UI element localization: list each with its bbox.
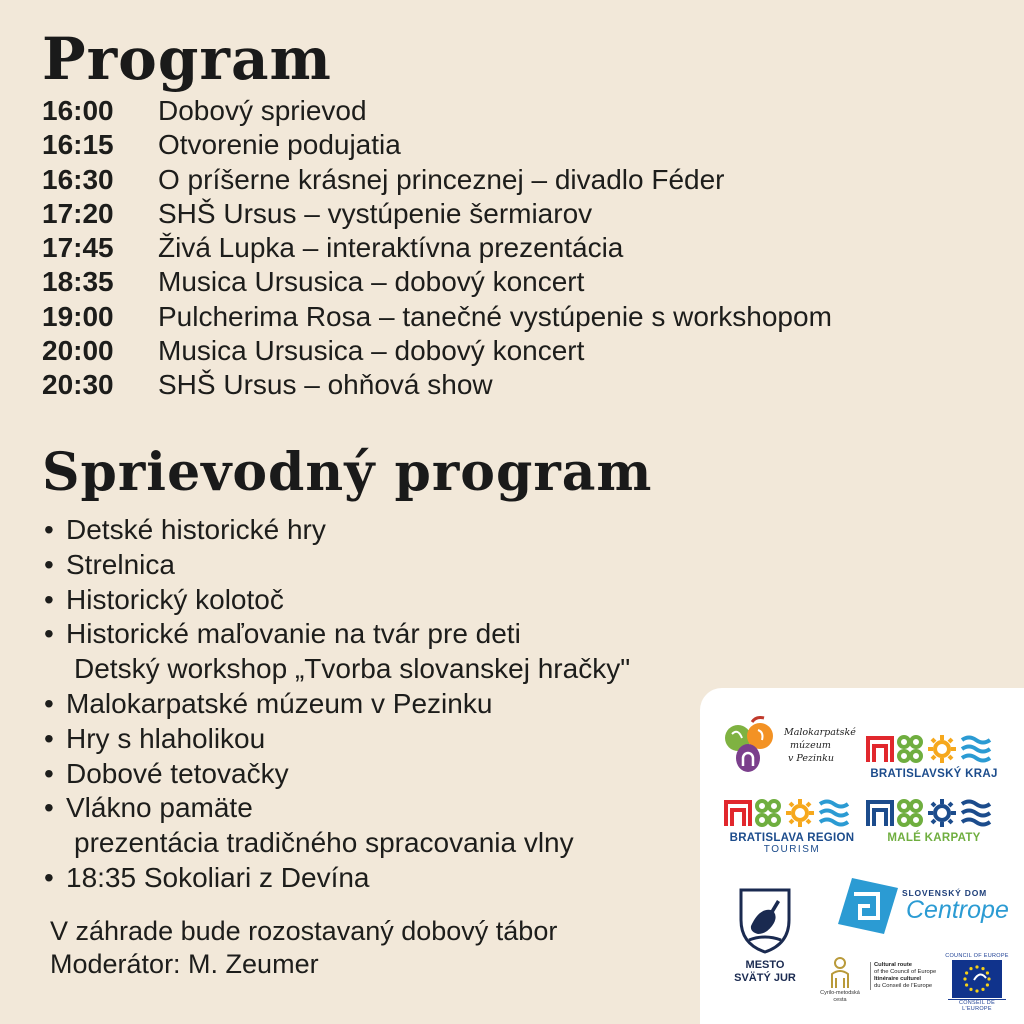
schedule-row (42, 94, 942, 128)
schedule-event: Musica Ursusica – dobový koncert (158, 266, 585, 298)
schedule-time: 20:30 (42, 369, 114, 401)
side-program-heading: Sprievodný program (42, 442, 653, 503)
schedule-time: 20:00 (42, 335, 114, 367)
list-item-text: Detské historické hry (66, 514, 326, 545)
centrope-logo (832, 876, 1012, 936)
bullet: • (44, 687, 54, 719)
bratislava-region-name: BRATISLAVA REGION (729, 832, 855, 844)
list-item (44, 583, 704, 618)
schedule-time: 16:30 (42, 163, 114, 195)
schedule-row (42, 197, 942, 231)
schedule-event: Živá Lupka – interaktívna prezentácia (158, 232, 624, 264)
list-item-subtext: prezentácia tradičného spracovania vlny (74, 827, 574, 859)
list-item (44, 617, 704, 687)
schedule-row (42, 300, 942, 334)
male-karpaty-name: MALÉ KARPATY (887, 832, 981, 844)
partner-logos-panel (700, 688, 1024, 1024)
list-item (44, 513, 704, 548)
schedule-event: SHŠ Ursus – ohňová show (158, 369, 493, 401)
schedule-event: Pulcherima Rosa – tanečné vystúpenie s workshopom (158, 300, 832, 332)
schedule-row (42, 163, 942, 197)
schedule-row (42, 265, 942, 299)
schedule-time: 17:20 (42, 197, 114, 229)
coat-of-arms-icon (737, 886, 793, 954)
list-item-text: Malokarpatské múzeum v Pezinku (66, 687, 493, 719)
list-item (44, 722, 704, 757)
schedule-time: 17:45 (42, 232, 114, 264)
list-item-text: Vlákno pamäte (66, 792, 253, 824)
male-karpaty-logo (864, 796, 1004, 844)
schedule-event: Otvorenie podujatia (158, 129, 401, 161)
centrope-name: Centrope (906, 896, 1009, 924)
list-item (44, 757, 704, 792)
schedule-row (42, 368, 942, 402)
cyril-methodius-route-logo (818, 956, 938, 1016)
schedule-row (42, 231, 942, 265)
eu-flag-icon (952, 960, 1002, 998)
schedule-time: 16:00 (42, 95, 114, 126)
bratislava-region-tourism-logo (722, 796, 862, 855)
centrope-small-text: SLOVENSKÝ DOM (902, 888, 988, 898)
schedule-event: SHŠ Ursus – vystúpenie šermiarov (158, 197, 593, 229)
bullet: • (44, 792, 54, 824)
schedule-time: 18:35 (42, 266, 114, 298)
centrope-mark-icon (832, 876, 902, 936)
list-item-subtext: Detský workshop „Tvorba slovanskej hračky" (74, 653, 631, 685)
bullet: • (44, 548, 54, 580)
coe-name-en: COUNCIL OF EUROPE (945, 953, 1009, 959)
bullet: • (44, 514, 54, 545)
bullet: • (44, 757, 54, 789)
bullet: • (44, 861, 54, 893)
footer-line-camp: V záhrade bude rozostavaný dobový tábor (50, 916, 558, 946)
council-of-europe-logo (944, 953, 1010, 1012)
schedule-time: 16:15 (42, 129, 114, 161)
schedule-row (42, 334, 942, 368)
mesto-svaty-jur-logo (730, 886, 800, 985)
bratislavsky-kraj-logo (864, 732, 1004, 780)
bullet: • (44, 583, 54, 615)
program-schedule (42, 94, 942, 403)
footer-line-moderator: Moderátor: M. Zeumer (50, 949, 319, 979)
list-item (44, 791, 704, 861)
region-symbols-icon (722, 796, 850, 830)
list-item-text: Strelnica (66, 548, 175, 580)
bratislava-region-tourism: TOURISM (763, 844, 821, 855)
list-item-text: Historický kolotoč (66, 583, 284, 615)
route-figure-icon (818, 956, 862, 990)
museum-logo (722, 716, 856, 776)
bratislavsky-kraj-name: BRATISLAVSKÝ KRAJ (870, 768, 998, 780)
program-heading: Program (42, 25, 332, 93)
coe-name-fr: CONSEIL DE L'EUROPE (948, 999, 1006, 1012)
schedule-event: Dobový sprievod (158, 95, 367, 126)
footer-notes (50, 915, 557, 981)
fruit-icon (722, 716, 782, 776)
bullet: • (44, 722, 54, 754)
museum-name: Malokarpatské múzeum v Pezinku (784, 727, 856, 764)
side-program-list (44, 513, 704, 896)
list-item-text: Dobové tetovačky (66, 757, 289, 789)
schedule-event: Musica Ursusica – dobový koncert (158, 335, 585, 367)
list-item (44, 687, 704, 722)
list-item-text: 18:35 Sokoliari z Devína (66, 861, 370, 893)
mesto-name: MESTO SVÄTÝ JUR (734, 959, 796, 984)
route-description: Cultural route of the Council of Europe Itinéraire culturel du Conseil de l'Europe (870, 962, 950, 990)
bullet: • (44, 618, 54, 650)
schedule-row (42, 128, 942, 162)
route-name: Cyrilo-metodská cesta (820, 990, 860, 1003)
list-item-text: Historické maľovanie na tvár pre deti (66, 618, 521, 650)
list-item (44, 861, 704, 896)
list-item-text: Hry s hlaholikou (66, 722, 266, 754)
region-symbols-icon (864, 796, 992, 830)
list-item (44, 548, 704, 583)
schedule-event: O príšerne krásnej princeznej – divadlo Féder (158, 163, 725, 195)
schedule-time: 19:00 (42, 300, 114, 332)
region-symbols-icon (864, 732, 992, 766)
